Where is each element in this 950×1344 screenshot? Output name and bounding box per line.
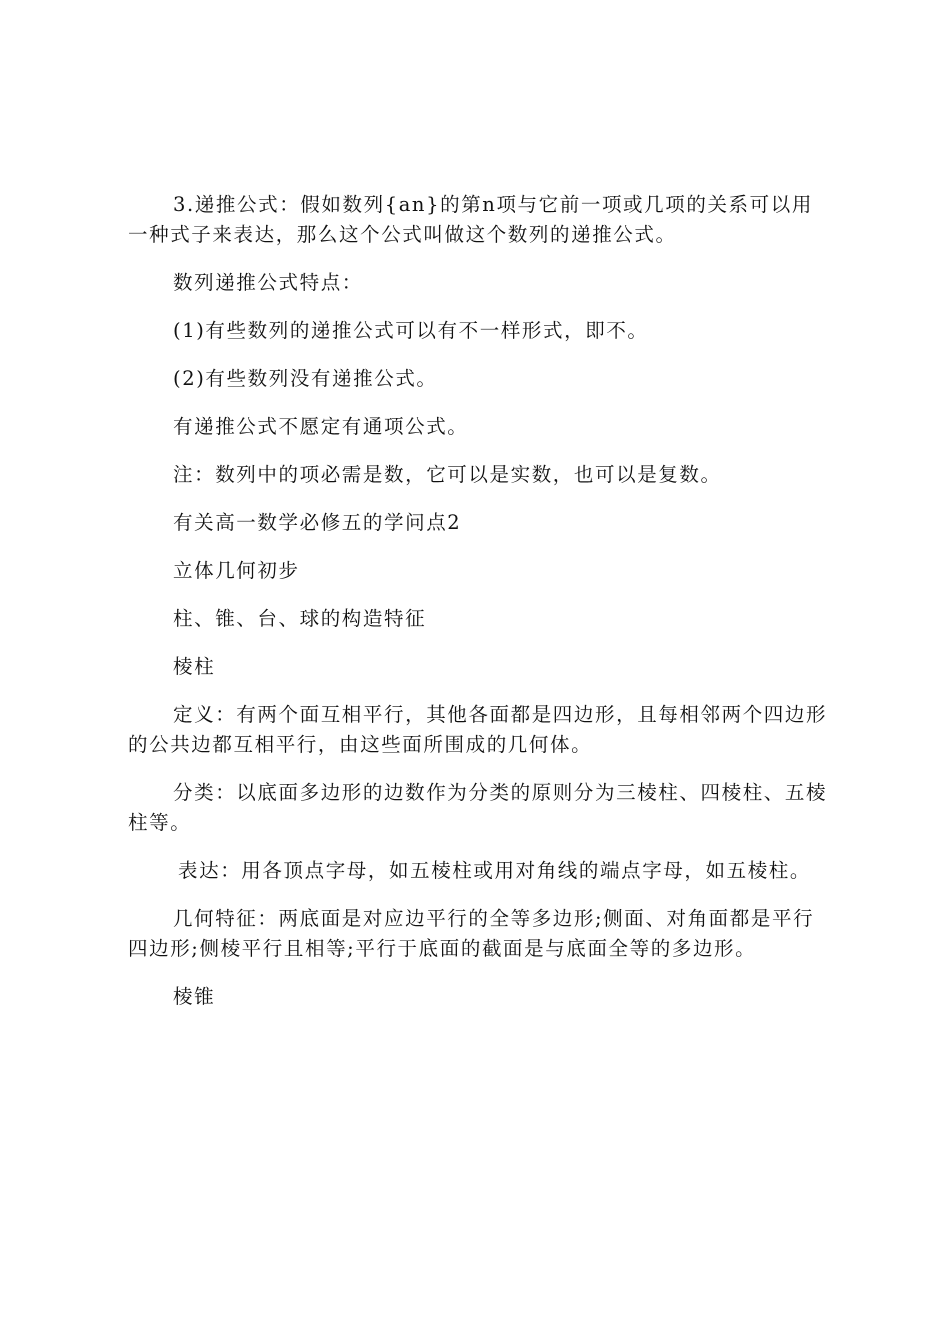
paragraph-recursive-features-heading: 数列递推公式特点： bbox=[173, 271, 363, 294]
paragraph-prism-geometric-features: 几何特征：两底面是对应边平行的全等多边形;侧面、对角面都是平行四边形;侧棱平行且相等;平行于底面的截面是与底面全等的多边形。 bbox=[128, 907, 815, 960]
section-heading-pyramid: 棱锥 bbox=[173, 985, 216, 1008]
paragraph-note: 注：数列中的项必需是数，它可以是实数，也可以是复数。 bbox=[173, 463, 722, 486]
paragraph-recursive-formula: 3.递推公式：假如数列{an}的第n项与它前一项或几项的关系可以用一种式子来表达，那么这个公式叫做这个数列的递推公式。 bbox=[128, 193, 813, 246]
paragraph-prism-definition: 定义：有两个面互相平行，其他各面都是四边形，且每相邻两个四边形的公共边都互相平行，由这些面所围成的几何体。 bbox=[128, 703, 828, 756]
section-heading-knowledge-2: 有关高一数学必修五的学问点2 bbox=[173, 511, 462, 534]
section-heading-structure-features: 柱、锥、台、球的构造特征 bbox=[173, 607, 427, 630]
paragraph-feature-1: (1)有些数列的递推公式可以有不一样形式，即不。 bbox=[173, 319, 649, 342]
document-body bbox=[128, 190, 833, 1030]
paragraph-recursive-note: 有递推公式不愿定有通项公式。 bbox=[173, 415, 469, 438]
paragraph-prism-classification: 分类：以底面多边形的边数作为分类的原则分为三棱柱、四棱柱、五棱柱等。 bbox=[128, 781, 828, 834]
section-heading-prism: 棱柱 bbox=[173, 655, 216, 678]
section-heading-solid-geometry: 立体几何初步 bbox=[173, 559, 300, 582]
paragraph-prism-notation: 表达：用各顶点字母，如五棱柱或用对角线的端点字母，如五棱柱。 bbox=[178, 859, 812, 882]
paragraph-feature-2: (2)有些数列没有递推公式。 bbox=[173, 367, 438, 390]
